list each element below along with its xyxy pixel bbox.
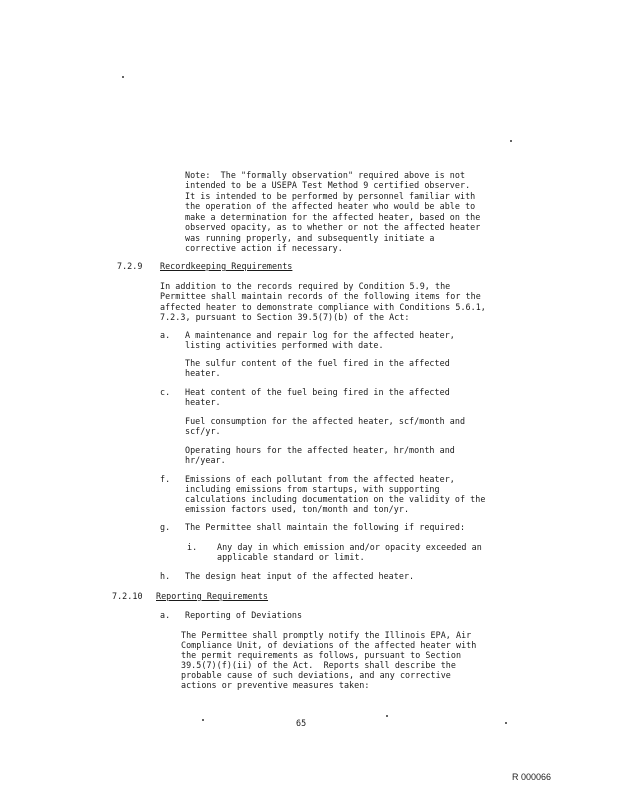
section-number: 7.2.9 — [117, 261, 143, 271]
list-item-line: applicable standard or limit. — [217, 552, 365, 562]
list-marker: f. — [160, 474, 171, 484]
paragraph-line: probable cause of such deviations, and any corrective — [181, 670, 451, 680]
section-heading: Reporting Requirements — [156, 591, 269, 601]
list-item-line: calculations including documentation on the validity of the — [185, 494, 486, 504]
list-marker: i. — [187, 542, 198, 552]
page-number: 65 — [296, 718, 307, 728]
list-item-line: heater. — [185, 368, 221, 378]
list-item-line: Operating hours for the affected heater, hr/month and — [185, 445, 455, 455]
list-item-line: The design heat input of the affected heater. — [185, 571, 415, 581]
list-item-line: Emissions of each pollutant from the affected heater, — [185, 474, 455, 484]
list-marker: a. — [160, 610, 171, 620]
list-item-line: hr/year. — [185, 455, 226, 465]
note-line: It is intended to be performed by personnel familiar with — [185, 191, 476, 201]
note-line: the operation of the affected heater who would be able to — [185, 201, 476, 211]
list-marker: a. — [160, 330, 171, 340]
bates-number: R 000066 — [512, 772, 552, 782]
list-item-line: Fuel consumption for the affected heater, scf/month and — [185, 416, 466, 426]
list-item-line: including emissions from startups, with supporting — [185, 484, 440, 494]
list-marker: h. — [160, 571, 171, 581]
list-item-line: The Permittee shall maintain the following if required: — [185, 522, 466, 532]
paragraph-line: Permittee shall maintain records of the following items for the — [160, 291, 481, 301]
paragraph-line: In addition to the records required by Condition 5.9, the — [160, 281, 451, 291]
list-item-line: A maintenance and repair log for the affected heater, — [185, 330, 455, 340]
scan-speck — [510, 140, 512, 142]
list-item-line: The sulfur content of the fuel fired in the affected — [185, 358, 450, 368]
list-item-line: Any day in which emission and/or opacity exceeded an — [217, 542, 482, 552]
note-line: observed opacity, as to whether or not the affected heater — [185, 222, 481, 232]
scan-speck — [386, 715, 388, 717]
paragraph-line: actions or preventive measures taken: — [181, 680, 370, 690]
list-item-line: heater. — [185, 397, 221, 407]
paragraph-line: Compliance Unit, of deviations of the affected heater with — [181, 640, 477, 650]
note-line: Note: The "formally observation" required above is not — [185, 170, 466, 180]
list-item-line: scf/yr. — [185, 426, 221, 436]
list-marker: g. — [160, 522, 171, 532]
subsection-heading: Reporting of Deviations — [185, 610, 303, 620]
section-number: 7.2.10 — [112, 591, 143, 601]
scan-speck — [202, 719, 204, 721]
paragraph-line: 7.2.3, pursuant to Section 39.5(7)(b) of the Act: — [160, 312, 410, 322]
note-line: make a determination for the affected heater, based on the — [185, 212, 481, 222]
list-marker: c. — [160, 387, 171, 397]
note-line: intended to be a USEPA Test Method 9 certified observer. — [185, 180, 471, 190]
scan-speck — [505, 722, 507, 724]
paragraph-line: 39.5(7)(f)(ii) of the Act. Reports shall describe the — [181, 660, 456, 670]
list-item-line: listing activities performed with date. — [185, 340, 384, 350]
list-item-line: emission factors used, ton/month and ton/yr. — [185, 504, 410, 514]
paragraph-line: affected heater to demonstrate compliance with Conditions 5.6.1, — [160, 302, 486, 312]
note-line: corrective action if necessary. — [185, 243, 343, 253]
scan-speck — [122, 76, 124, 78]
section-heading: Recordkeeping Requirements — [160, 261, 293, 271]
list-item-line: Heat content of the fuel being fired in the affected — [185, 387, 450, 397]
paragraph-line: the permit requirements as follows, pursuant to Section — [181, 650, 462, 660]
note-line: was running properly, and subsequently initiate a — [185, 233, 435, 243]
paragraph-line: The Permittee shall promptly notify the Illinois EPA, Air — [181, 630, 472, 640]
